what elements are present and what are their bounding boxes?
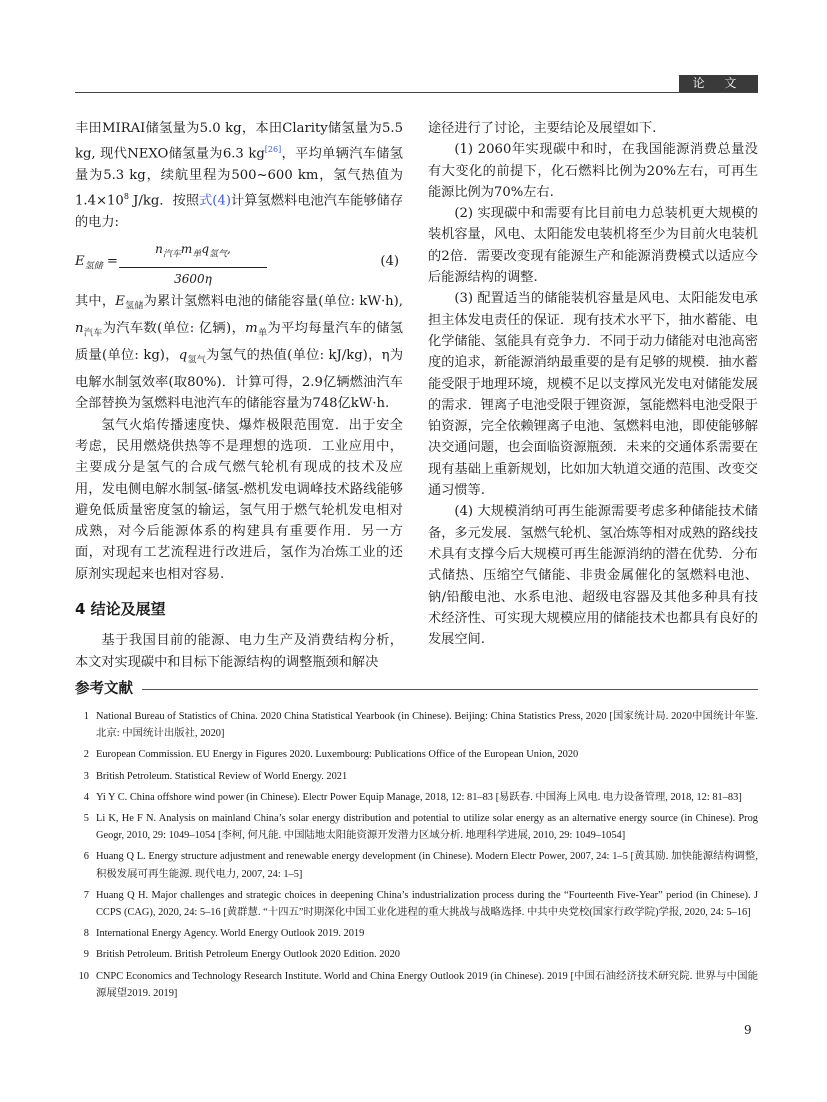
reference-item: 5 Li K, He F N. Analysis on mainland China’s solar energy distribution and potential to utilize solar energy as an alternative energy source (in Chinese). Prog Geogr, 2010, 29: 1049–1054 [李柯, 何凡能. 中国陆地太阳能资源开发潜力区域分析. 地理科学进展, 2010, 29: 1049–1054] [83,813,758,842]
equation-fraction [113,239,273,290]
left-column [75,118,403,673]
paragraph: (1) 2060年实现碳中和时，在我国能源消费总量没有大变化的前提下，化石燃料比例为20%左右，可再生能源比例为70%左右. [428,142,758,200]
reference-item: 9 British Petroleum. British Petroleum Energy Outlook 2020 Edition. 2020 [83,949,401,961]
paragraph: 丰田MIRAI储氢量为5.0 kg，本田Clarity储氢量为5.5 kg, 现代NEXO储氢量为6.3 kg[26]，平均单辆汽车储氢量为5.3 kg，续航里程为500~600 km，氢气热值为$1.4\times 10^8$ J/kg．按照式(4)计算氢燃料电池汽车能够储存的电力: [75,121,404,230]
equation-denominator: 3600η [174,271,212,286]
references-rule [142,689,758,690]
fraction-bar [119,267,267,268]
reference-item: 4 Yi Y C. China offshore wind power (in Chinese). Electr Power Equip Manage, 2018, 12: 81–83 [易跃春. 中国海上风电. 电力设备管理, 2018, 12: 81–83] [83,791,742,803]
reference-item: 10 CNPC Economics and Technology Research Institute. World and China Energy Outlook 2019 (in Chinese). 2019 [中国石油经济技术研究院. 世界与中国能源展望2019. 2019] [78,970,758,999]
paragraph: (4) 大规模消纳可再生能源需要考虑多种储能技术储备，多元发展．氢燃气轮机、氢冶炼等相对成熟的路线技术具有支撑今后大规模可再生能源消纳的潜在优势．分布式储热、压缩空气储能、非贵金属催化的氢燃料电池、钠/铅酸电池、水系电池、超级电容器及其他多种具有技术经济性、可实现大规模应用的储能技术也都具有良好的发展空间. [428,504,758,648]
equation-4 [75,239,403,285]
paragraph: 基于我国目前的能源、电力生产及消费结构分析，本文对实现碳中和目标下能源结构的调整瓶颈和解决 [75,633,403,670]
equation-number: (4) [380,254,399,270]
page-number: 9 [744,1023,752,1037]
paragraph: (2) 实现碳中和需要有比目前电力总装机更大规模的装机容量，风电、太阳能发电装机将至少为目前火电装机的2倍．需要改变现有能源生产和能源消费模式以适应今后能源结构的调整. [428,206,758,286]
reference-item: 6 Huang Q L. Energy structure adjustment and renewable energy development (in Chinese). Modern Electr Power, 2007, 24: 1–5 [黄其励. 加快能源结构调整, 积极发展可再生能源. 现代电力, 2007, 24: 1–5] [83,851,758,880]
paragraph: (3) 配置适当的储能装机容量是风电、太阳能发电承担主体发电责任的保证．现有技术水平下，抽水蓄能、电化学储能、氢能具有竞争力．不同于动力储能对电池高密度的追求，新能源消纳最重要的是有足够的规模．抽水蓄能受限于地理环境，规模不足以支撑风光发电对储能发展的需求．锂离子电池受限于锂资源，氢能燃料电池受限于铂资源，完全依赖锂离子电池、氢燃料电池，即使能够解决交通问题，也会面临资源瓶颈．未来的交通体系需要在现有基础上重新规划，比如加大轨道交通的范围、改变交通习惯等. [428,291,758,499]
reference-item: 7 Huang Q H. Major challenges and strategic choices in deepening China’s industrialization process during the “Fourteenth Five-Year” period (in Chinese). J CCPS (CAG), 2020, 24: 5–16 [黄群慧. “十四五”时期深化中国工业化进程的重大挑战与战略选择. 中共中央党校(国家行政学院)学报, 2020, 24: 5–16] [83,889,758,919]
equation-link[interactable]: 式(4) [199,193,231,209]
paragraph: 途径进行了讨论，主要结论及展望如下. [428,121,657,136]
paragraph: 氢气火焰传播速度快、爆炸极限范围宽．出于安全考虑，民用燃烧供热等不是理想的选项．工业应用中，主要成分是氢气的合成气燃气轮机有现成的技术及应用，发电侧电解水制氢-储氢-燃机发电调峰技术路线能够避免低质量密度氢的输运，氢气用于燃气轮机发电相对成熟，对今后能源体系的构建具有重要作用．另一方面，对现有工艺流程进行改进后，氢作为冶炼工业的还原剂实现起来也相对容易. [75,417,403,582]
references-heading: 参考文献 [75,681,133,697]
references-list [75,708,758,1006]
section-heading: 4 结论及展望 [75,600,166,619]
citation-link[interactable]: [26] [264,145,282,155]
header-rule [75,92,758,93]
paragraph: 其中，$E_{氢储}$为累计氢燃料电池的储能容量(单位: kW·h), $n_{汽车}$为汽车数(单位: 亿辆)，$m_单$为平均每量汽车的储氢质量(单位: kg)，$q_{氢气}$为氢气的热值(单位: kJ/kg)，η为电解水制氢效率(取80%)．计算可得，2.9亿辆燃油汽车全部替换为氢燃料电池汽车的储能容量为748亿kW·h. [75,294,404,412]
reference-item: 2 European Commission. EU Energy in Figures 2020. Luxembourg: Publications Office of the European Union, 2020 [83,749,579,761]
equation-lhs: $E_{氢储}$ = [75,254,118,272]
reference-item: 1 National Bureau of Statistics of China. 2020 China Statistical Yearbook (in Chinese). Beijing: China Statistics Press, 2020 [国家统计局. 2020中国统计年鉴. 北京: 中国统计出版社, 2020] [83,711,758,740]
right-column [428,118,758,650]
reference-item: 3 British Petroleum. Statistical Review of World Energy. 2021 [83,770,348,782]
section-tag: 论 文 [679,75,758,92]
reference-item: 8 International Energy Agency. World Energy Outlook 2019. 2019 [83,928,365,940]
equation-numerator: $n_{汽车}m_单q_{氢气}$, [155,242,231,260]
